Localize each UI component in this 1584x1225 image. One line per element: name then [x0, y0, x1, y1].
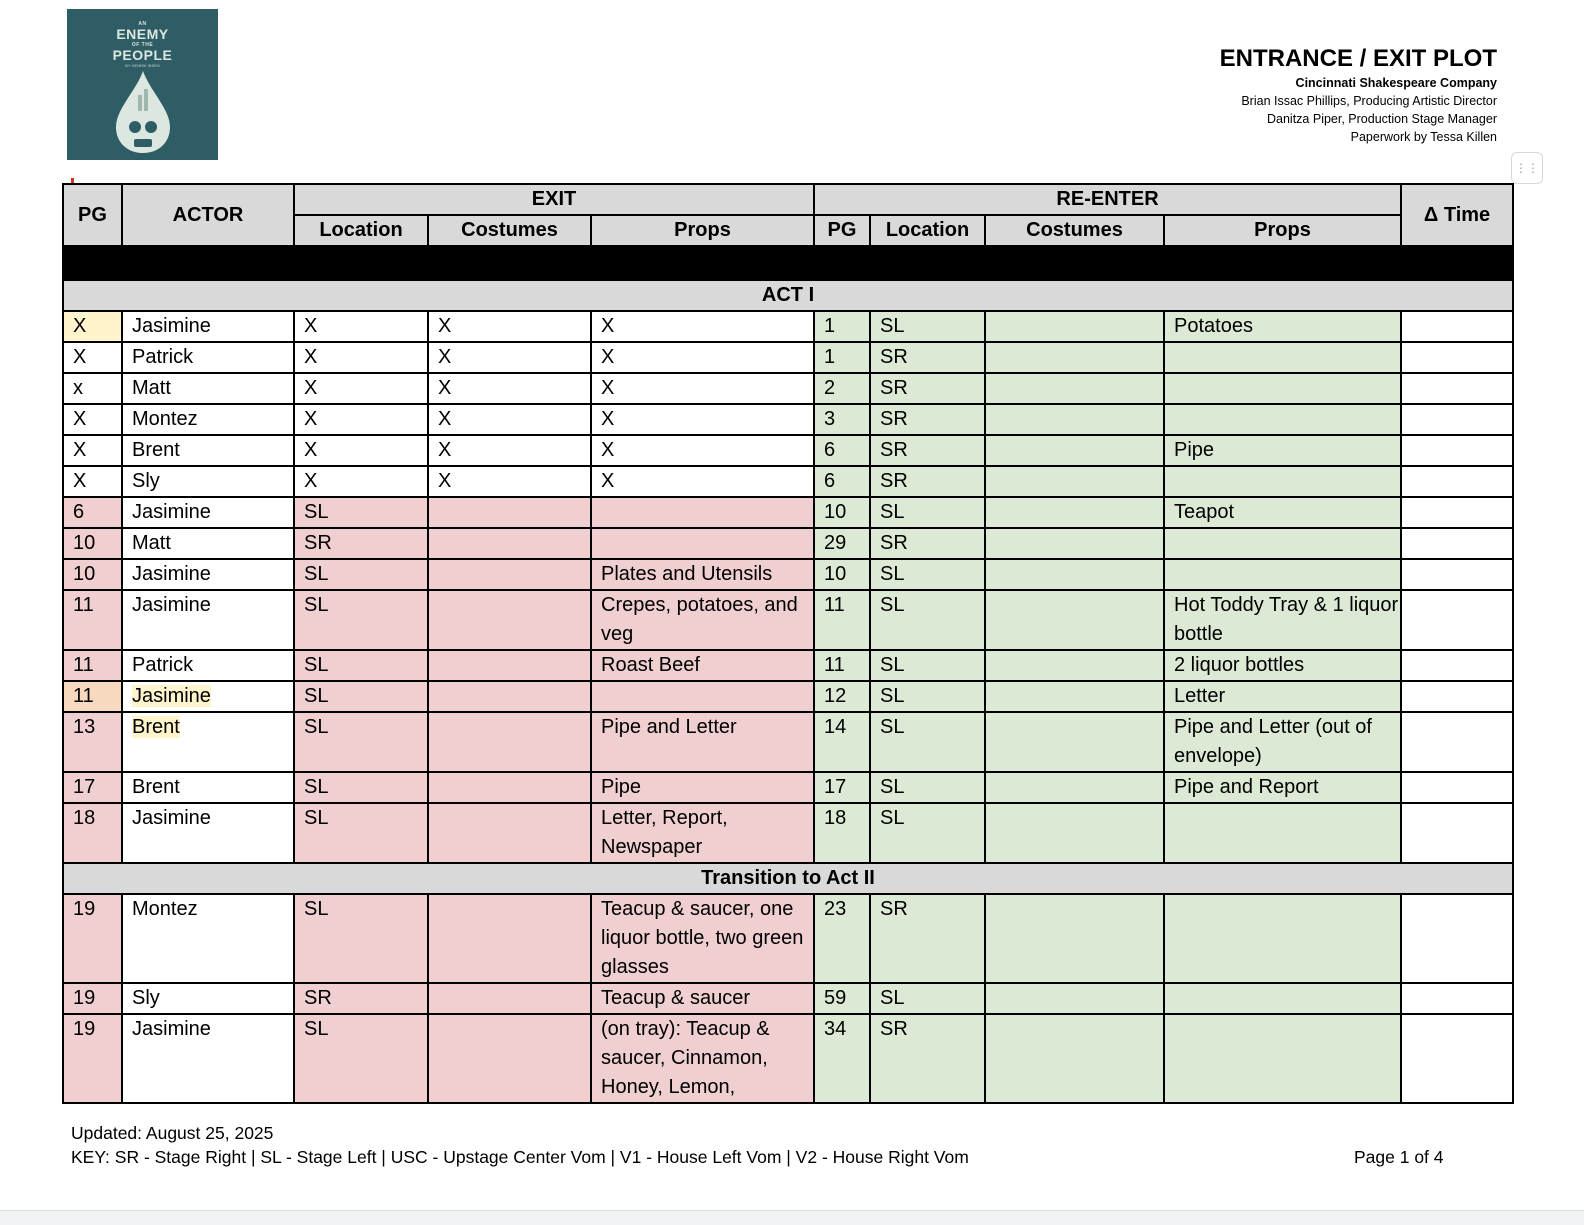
table-row[interactable]: [63, 497, 1513, 528]
company-name: Cincinnati Shakespeare Company: [1295, 76, 1497, 90]
header-exit-costumes: Costumes: [428, 215, 591, 246]
cell-exit-location[interactable]: SR: [294, 528, 428, 559]
cell-time[interactable]: [1401, 404, 1513, 435]
table-row[interactable]: [63, 404, 1513, 435]
cell-pg[interactable]: 11: [63, 590, 122, 650]
cell-reenter-costumes[interactable]: [985, 772, 1164, 803]
cell-exit-costumes[interactable]: [428, 712, 591, 772]
cell-reenter-pg[interactable]: 18: [814, 803, 870, 863]
cell-reenter-location[interactable]: SL: [870, 497, 985, 528]
cell-reenter-props[interactable]: Pipe and Letter (out of envelope): [1164, 712, 1401, 772]
cell-actor[interactable]: Sly: [122, 983, 294, 1014]
cell-exit-props[interactable]: Crepes, potatoes, and veg: [591, 590, 814, 650]
cell-pg[interactable]: X: [63, 342, 122, 373]
table-row[interactable]: [63, 528, 1513, 559]
cell-exit-location[interactable]: SL: [294, 772, 428, 803]
cell-exit-props[interactable]: [591, 497, 814, 528]
cell-exit-location[interactable]: SL: [294, 650, 428, 681]
cell-exit-props[interactable]: Letter, Report, Newspaper: [591, 803, 814, 863]
cell-pg[interactable]: 18: [63, 803, 122, 863]
document-header: [1220, 44, 1497, 146]
cell-exit-props[interactable]: X: [591, 435, 814, 466]
cell-exit-costumes[interactable]: [428, 681, 591, 712]
cell-time[interactable]: [1401, 435, 1513, 466]
cell-time[interactable]: [1401, 342, 1513, 373]
cell-exit-props[interactable]: Teacup & saucer: [591, 983, 814, 1014]
cell-reenter-location[interactable]: SR: [870, 342, 985, 373]
table-row[interactable]: [63, 681, 1513, 712]
cell-pg[interactable]: X: [63, 404, 122, 435]
cell-pg[interactable]: X: [63, 466, 122, 497]
cell-exit-costumes[interactable]: [428, 983, 591, 1014]
cell-actor[interactable]: Montez: [122, 404, 294, 435]
cell-exit-location[interactable]: X: [294, 342, 428, 373]
cell-exit-location[interactable]: X: [294, 435, 428, 466]
cell-time[interactable]: [1401, 559, 1513, 590]
director-credit: Brian Issac Phillips, Producing Artistic Director: [1241, 94, 1497, 108]
table-row[interactable]: [63, 894, 1513, 983]
cell-reenter-costumes[interactable]: [985, 681, 1164, 712]
cell-reenter-location[interactable]: SL: [870, 559, 985, 590]
cell-exit-props[interactable]: X: [591, 342, 814, 373]
cell-time[interactable]: [1401, 712, 1513, 772]
cell-exit-location[interactable]: SL: [294, 1014, 428, 1103]
cell-reenter-location[interactable]: SL: [870, 590, 985, 650]
paperwork-credit: Paperwork by Tessa Killen: [1350, 130, 1497, 144]
cell-actor[interactable]: Jasimine: [122, 803, 294, 863]
cell-reenter-costumes[interactable]: [985, 590, 1164, 650]
cell-reenter-pg[interactable]: 6: [814, 435, 870, 466]
cell-exit-props[interactable]: (on tray): Teacup & saucer, Cinnamon, Honey, Lemon,: [591, 1014, 814, 1103]
cell-reenter-costumes[interactable]: [985, 712, 1164, 772]
cell-time[interactable]: [1401, 894, 1513, 983]
header-reenter-pg: PG: [814, 215, 870, 246]
cell-reenter-costumes[interactable]: [985, 528, 1164, 559]
cell-reenter-pg[interactable]: 12: [814, 681, 870, 712]
cell-actor[interactable]: Brent: [122, 772, 294, 803]
cell-exit-location[interactable]: SL: [294, 497, 428, 528]
cell-reenter-pg[interactable]: 29: [814, 528, 870, 559]
table-row[interactable]: [63, 803, 1513, 863]
cell-actor[interactable]: Jasimine: [122, 1014, 294, 1103]
cell-reenter-costumes[interactable]: [985, 497, 1164, 528]
show-poster: [67, 9, 218, 160]
table-row[interactable]: [63, 466, 1513, 497]
header-reenter: RE-ENTER: [814, 184, 1401, 215]
cell-reenter-props[interactable]: Teapot: [1164, 497, 1401, 528]
table-row[interactable]: [63, 311, 1513, 342]
cell-actor[interactable]: Brent: [122, 435, 294, 466]
table-row[interactable]: [63, 590, 1513, 650]
poster-title-enemy: ENEMY: [116, 26, 169, 42]
cell-reenter-props[interactable]: [1164, 559, 1401, 590]
drag-handle-icon[interactable]: ⋮⋮: [1511, 152, 1543, 184]
cell-actor[interactable]: [122, 681, 294, 712]
cell-reenter-location[interactable]: SL: [870, 650, 985, 681]
header-exit: EXIT: [294, 184, 814, 215]
cell-actor[interactable]: Matt: [122, 528, 294, 559]
cell-exit-costumes[interactable]: [428, 559, 591, 590]
cell-reenter-pg[interactable]: 10: [814, 497, 870, 528]
cell-reenter-location[interactable]: SL: [870, 772, 985, 803]
cell-pg[interactable]: 11: [63, 681, 122, 712]
cell-exit-costumes[interactable]: [428, 772, 591, 803]
cell-reenter-location[interactable]: SL: [870, 311, 985, 342]
cell-reenter-costumes[interactable]: [985, 559, 1164, 590]
cell-reenter-costumes[interactable]: [985, 803, 1164, 863]
cell-reenter-costumes[interactable]: [985, 894, 1164, 983]
cell-time[interactable]: [1401, 650, 1513, 681]
cell-exit-props[interactable]: X: [591, 373, 814, 404]
cell-reenter-pg[interactable]: 11: [814, 650, 870, 681]
cell-actor[interactable]: Jasimine: [122, 590, 294, 650]
cell-time[interactable]: [1401, 772, 1513, 803]
cell-time[interactable]: [1401, 373, 1513, 404]
cell-actor[interactable]: Patrick: [122, 342, 294, 373]
cell-reenter-props[interactable]: Potatoes: [1164, 311, 1401, 342]
cell-reenter-pg[interactable]: 17: [814, 772, 870, 803]
poster-title-of-the: OF THE: [131, 42, 154, 48]
cell-time[interactable]: [1401, 311, 1513, 342]
cell-reenter-costumes[interactable]: [985, 466, 1164, 497]
cell-reenter-costumes[interactable]: [985, 650, 1164, 681]
cell-reenter-location[interactable]: SR: [870, 435, 985, 466]
updated-date: Updated: August 25, 2025: [71, 1123, 274, 1143]
cell-pg[interactable]: 19: [63, 894, 122, 983]
cell-exit-costumes[interactable]: X: [428, 435, 591, 466]
cell-reenter-props[interactable]: Pipe and Report: [1164, 772, 1401, 803]
cell-pg[interactable]: 13: [63, 712, 122, 772]
cell-reenter-props[interactable]: [1164, 342, 1401, 373]
header-pg: PG: [63, 184, 122, 246]
cell-exit-costumes[interactable]: X: [428, 466, 591, 497]
cell-reenter-props[interactable]: [1164, 983, 1401, 1014]
cell-time[interactable]: [1401, 803, 1513, 863]
cell-reenter-props[interactable]: [1164, 373, 1401, 404]
cell-reenter-pg[interactable]: 34: [814, 1014, 870, 1103]
cell-reenter-location[interactable]: SL: [870, 803, 985, 863]
cell-actor[interactable]: Jasimine: [122, 497, 294, 528]
poster-title-an: AN: [138, 21, 147, 27]
cell-pg[interactable]: 10: [63, 559, 122, 590]
cell-time[interactable]: [1401, 1014, 1513, 1103]
header-reenter-props: Props: [1164, 215, 1401, 246]
header-reenter-costumes: Costumes: [985, 215, 1164, 246]
cell-reenter-location[interactable]: SL: [870, 681, 985, 712]
table-row[interactable]: [63, 1014, 1513, 1103]
cell-pg[interactable]: X: [63, 311, 122, 342]
cell-pg[interactable]: 10: [63, 528, 122, 559]
document-footer: [71, 1121, 969, 1169]
cell-exit-location[interactable]: SL: [294, 803, 428, 863]
cell-exit-costumes[interactable]: X: [428, 404, 591, 435]
cell-actor[interactable]: Jasimine: [122, 311, 294, 342]
cell-exit-costumes[interactable]: [428, 497, 591, 528]
cell-reenter-props[interactable]: [1164, 466, 1401, 497]
section-title: ACT I: [63, 280, 1513, 311]
cell-time[interactable]: [1401, 528, 1513, 559]
cell-reenter-location[interactable]: SR: [870, 466, 985, 497]
cell-reenter-props[interactable]: Pipe: [1164, 435, 1401, 466]
cell-exit-location[interactable]: SL: [294, 894, 428, 983]
stage-manager-credit: Danitza Piper, Production Stage Manager: [1267, 112, 1497, 126]
cell-reenter-costumes[interactable]: [985, 311, 1164, 342]
cell-time[interactable]: [1401, 983, 1513, 1014]
cell-exit-location[interactable]: X: [294, 311, 428, 342]
cell-reenter-props[interactable]: Letter: [1164, 681, 1401, 712]
cell-exit-costumes[interactable]: [428, 894, 591, 983]
cell-reenter-location[interactable]: SL: [870, 983, 985, 1014]
header-reenter-location: Location: [870, 215, 985, 246]
cell-reenter-props[interactable]: [1164, 894, 1401, 983]
page-bottom-edge: [0, 1210, 1584, 1225]
section-transition-act-2: [63, 863, 1513, 894]
section-act-1: [63, 280, 1513, 311]
cell-reenter-pg[interactable]: 1: [814, 311, 870, 342]
table-row[interactable]: [63, 772, 1513, 803]
cell-actor-text: Jasimine: [132, 685, 211, 707]
cell-exit-props[interactable]: Teacup & saucer, one liquor bottle, two green glasses: [591, 894, 814, 983]
cell-reenter-costumes[interactable]: [985, 404, 1164, 435]
table-row[interactable]: [63, 712, 1513, 772]
cell-exit-props[interactable]: Pipe: [591, 772, 814, 803]
cell-exit-location[interactable]: X: [294, 466, 428, 497]
cell-reenter-props[interactable]: [1164, 528, 1401, 559]
cell-reenter-location[interactable]: SR: [870, 404, 985, 435]
section-title: Transition to Act II: [63, 863, 1513, 894]
cell-reenter-costumes[interactable]: [985, 435, 1164, 466]
cell-pg[interactable]: 19: [63, 1014, 122, 1103]
table-row[interactable]: [63, 373, 1513, 404]
cell-exit-props[interactable]: [591, 528, 814, 559]
cell-reenter-costumes[interactable]: [985, 342, 1164, 373]
cell-exit-location[interactable]: SL: [294, 559, 428, 590]
cell-reenter-location[interactable]: SR: [870, 1014, 985, 1103]
cell-exit-props[interactable]: [591, 681, 814, 712]
separator-row: [63, 246, 1513, 280]
header-exit-props: Props: [591, 215, 814, 246]
location-key: KEY: SR - Stage Right | SL - Stage Left | USC - Upstage Center Vom | V1 - House Left Vom | V2 - House Right Vom: [71, 1147, 969, 1167]
cell-pg[interactable]: 11: [63, 650, 122, 681]
cell-actor[interactable]: [122, 712, 294, 772]
cell-actor[interactable]: Jasimine: [122, 559, 294, 590]
header-time: Δ Time: [1401, 184, 1513, 246]
water-drop-skull-icon: [114, 69, 172, 155]
table-row[interactable]: [63, 650, 1513, 681]
cell-exit-costumes[interactable]: X: [428, 342, 591, 373]
cell-pg[interactable]: 19: [63, 983, 122, 1014]
cell-time[interactable]: [1401, 466, 1513, 497]
cell-exit-location[interactable]: SL: [294, 712, 428, 772]
cell-reenter-pg[interactable]: 2: [814, 373, 870, 404]
cell-time[interactable]: [1401, 497, 1513, 528]
cell-time[interactable]: [1401, 590, 1513, 650]
header-actor: ACTOR: [122, 184, 294, 246]
cell-reenter-props[interactable]: [1164, 803, 1401, 863]
table-row[interactable]: [63, 435, 1513, 466]
entrance-exit-table: [62, 183, 1514, 1104]
cell-actor[interactable]: Matt: [122, 373, 294, 404]
cell-reenter-pg[interactable]: 10: [814, 559, 870, 590]
cell-exit-costumes[interactable]: [428, 1014, 591, 1103]
poster-title-people: PEOPLE: [112, 47, 173, 63]
cell-reenter-location[interactable]: SR: [870, 528, 985, 559]
table-row[interactable]: [63, 559, 1513, 590]
cell-exit-location[interactable]: SL: [294, 590, 428, 650]
cell-reenter-pg[interactable]: 3: [814, 404, 870, 435]
cell-reenter-costumes[interactable]: [985, 1014, 1164, 1103]
cell-time[interactable]: [1401, 681, 1513, 712]
cell-actor[interactable]: Sly: [122, 466, 294, 497]
cell-reenter-location[interactable]: SR: [870, 894, 985, 983]
cell-exit-location[interactable]: X: [294, 373, 428, 404]
cell-pg[interactable]: X: [63, 435, 122, 466]
cell-exit-costumes[interactable]: [428, 590, 591, 650]
table-row[interactable]: [63, 342, 1513, 373]
cell-reenter-props[interactable]: [1164, 404, 1401, 435]
cell-exit-props[interactable]: Pipe and Letter: [591, 712, 814, 772]
cell-reenter-pg[interactable]: 6: [814, 466, 870, 497]
cell-reenter-props[interactable]: [1164, 1014, 1401, 1103]
cell-reenter-props[interactable]: 2 liquor bottles: [1164, 650, 1401, 681]
cell-reenter-pg[interactable]: 59: [814, 983, 870, 1014]
cell-exit-costumes[interactable]: X: [428, 311, 591, 342]
cell-actor[interactable]: Montez: [122, 894, 294, 983]
cell-pg[interactable]: x: [63, 373, 122, 404]
cell-reenter-props[interactable]: Hot Toddy Tray & 1 liquor bottle: [1164, 590, 1401, 650]
cell-exit-costumes[interactable]: [428, 650, 591, 681]
table-row[interactable]: [63, 983, 1513, 1014]
cell-exit-props[interactable]: X: [591, 466, 814, 497]
cell-exit-location[interactable]: X: [294, 404, 428, 435]
cell-exit-costumes[interactable]: [428, 803, 591, 863]
cell-reenter-pg[interactable]: 11: [814, 590, 870, 650]
cell-reenter-location[interactable]: SL: [870, 712, 985, 772]
cell-actor[interactable]: Patrick: [122, 650, 294, 681]
cell-reenter-costumes[interactable]: [985, 373, 1164, 404]
poster-credits: BY HENRIK IBSEN: [125, 63, 160, 68]
cell-reenter-costumes[interactable]: [985, 983, 1164, 1014]
page-number: Page 1 of 4: [1354, 1147, 1444, 1167]
cell-exit-props[interactable]: Roast Beef: [591, 650, 814, 681]
cell-exit-props[interactable]: X: [591, 311, 814, 342]
cell-reenter-location[interactable]: SR: [870, 373, 985, 404]
header-exit-location: Location: [294, 215, 428, 246]
cell-reenter-pg[interactable]: 1: [814, 342, 870, 373]
cell-pg[interactable]: 6: [63, 497, 122, 528]
cell-pg[interactable]: 17: [63, 772, 122, 803]
cell-exit-location[interactable]: SL: [294, 681, 428, 712]
cell-exit-costumes[interactable]: [428, 528, 591, 559]
poster-title: [67, 21, 218, 63]
cell-exit-props[interactable]: Plates and Utensils: [591, 559, 814, 590]
cell-exit-props[interactable]: X: [591, 404, 814, 435]
cell-reenter-pg[interactable]: 23: [814, 894, 870, 983]
cell-exit-location[interactable]: SR: [294, 983, 428, 1014]
document-title: ENTRANCE / EXIT PLOT: [1219, 45, 1497, 72]
cell-reenter-pg[interactable]: 14: [814, 712, 870, 772]
cell-exit-costumes[interactable]: X: [428, 373, 591, 404]
cell-actor-text: Brent: [132, 716, 180, 738]
